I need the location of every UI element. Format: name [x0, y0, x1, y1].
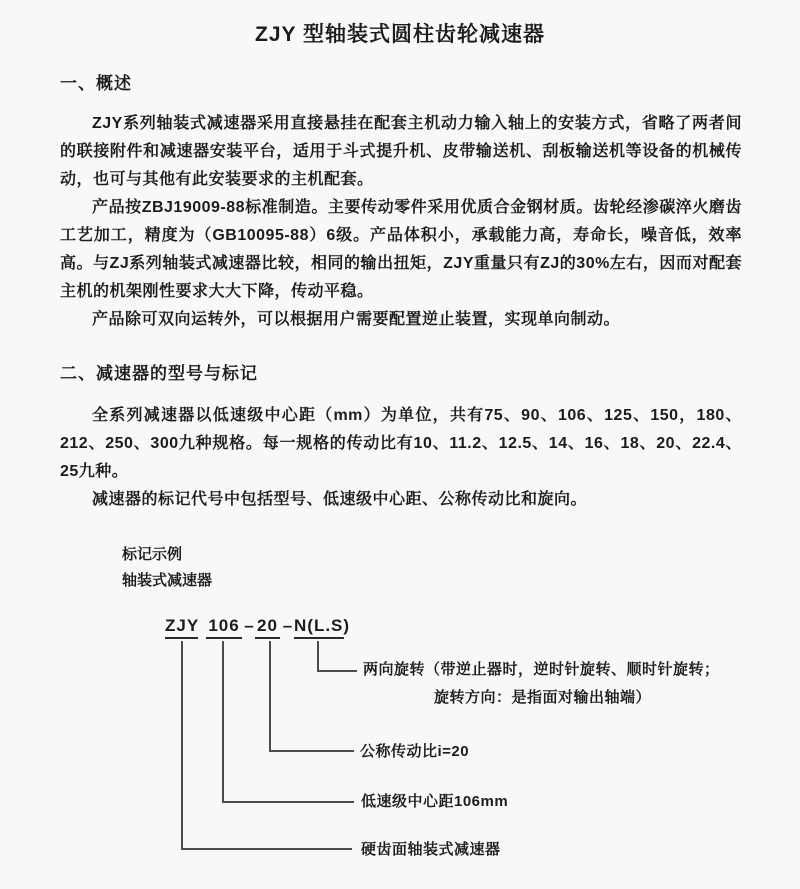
section-2-paragraph-2: 减速器的标记代号中包括型号、低速级中心距、公称传动比和旋向。 — [92, 491, 588, 508]
connector-rotation-line — [317, 641, 357, 672]
code-center-distance: 106 — [206, 616, 242, 639]
label-nominal-ratio: 公称传动比i=20 — [360, 743, 470, 760]
section-2-paragraph-1: 全系列减速器以低速级中心距（mm）为单位，共有75、90、106、125、150，180、212、250、300九种规格。每一规格的传动比有10、11.2、12.5、14、16、18、20、22.4、25九种。 — [60, 407, 742, 480]
code-ratio: 20 — [255, 616, 280, 639]
code-rotation: N(L.S) — [294, 616, 344, 639]
document-title: ZJY 型轴装式圆柱齿轮减速器 — [255, 23, 545, 46]
section-2-heading: 二、减速器的型号与标记 — [60, 364, 258, 383]
code-dash-2: – — [282, 616, 294, 635]
shaft-mounted-reducer-caption: 轴装式减速器 — [122, 572, 213, 589]
label-center-distance: 低速级中心距106mm — [361, 793, 509, 810]
code-dash-1: – — [244, 616, 255, 635]
section-1-paragraph-2: 产品按ZBJ19009-88标准制造。主要传动零件采用优质合金钢材质。齿轮经渗碳淬火磨齿工艺加工，精度为（GB10095-88）6级。产品体积小，承载能力高，寿命长，噪音低，效率高。与ZJ系列轴装式减速器比较，相同的输出扭矩，ZJY重量只有ZJ的30%左右，因而对配套主机的机架刚性要求大大下降，传动平稳。 — [60, 199, 742, 300]
label-reducer-type: 硬齿面轴装式减速器 — [361, 841, 501, 858]
connector-type-line — [181, 641, 352, 850]
section-1-paragraph-1: ZJY系列轴装式减速器采用直接悬挂在配套主机动力输入轴上的安装方式，省略了两者间的联接附件和减速器安装平台，适用于斗式提升机、皮带输送机、刮板输送机等设备的机械传动，也可与其他有此安装要求的主机配套。 — [60, 115, 742, 188]
section-1-heading: 一、概述 — [60, 74, 132, 93]
code-model: ZJY — [165, 616, 198, 639]
label-rotation-line2: 旋转方向：是指面对输出轴端） — [434, 689, 652, 706]
section-1-paragraph-3: 产品除可双向运转外，可以根据用户需要配置逆止装置，实现单向制动。 — [92, 311, 621, 328]
connector-center-distance-line — [222, 641, 354, 803]
label-rotation-line1: 两向旋转（带逆止器时，逆时针旋转、顺时针旋转； — [363, 661, 720, 678]
connector-ratio-line — [269, 641, 354, 752]
marking-example-caption: 标记示例 — [122, 546, 183, 563]
